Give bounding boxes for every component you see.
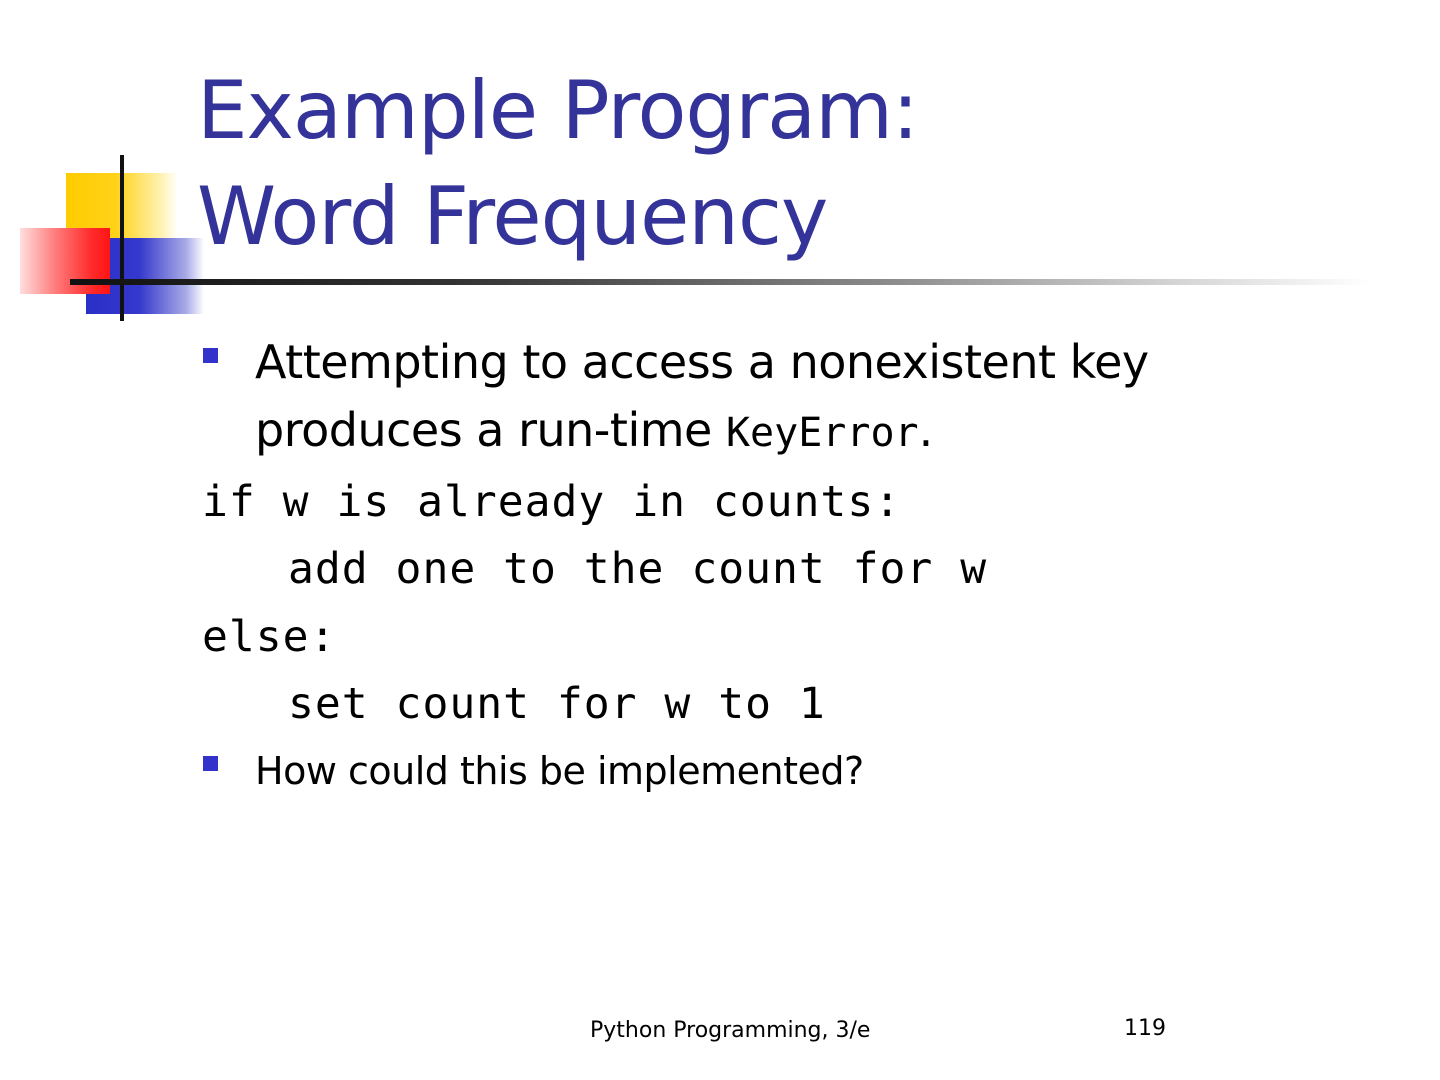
code-line-4: set count for w to 1 (288, 679, 826, 729)
title-underline (70, 279, 1370, 285)
inline-code: KeyError (725, 410, 919, 456)
bullet-text (255, 328, 1265, 467)
square-bullet-icon (203, 756, 218, 771)
footer-title: Python Programming, 3/e (590, 1018, 871, 1043)
bullet-item-keyerror (203, 335, 1265, 467)
code-line-2: add one to the count for w (288, 544, 988, 594)
code-line-1: if w is already in counts: (202, 477, 902, 527)
page-number: 119 (1124, 1016, 1166, 1041)
square-bullet-icon (203, 348, 218, 363)
slide-title-line-1: Example Program: (197, 64, 918, 157)
bullet-item-question (203, 748, 864, 794)
slide-title-line-2: Word Frequency (197, 170, 828, 263)
bullet-text-after: . (918, 403, 933, 457)
code-line-3: else: (202, 612, 337, 662)
bullet-text: How could this be implemented? (255, 749, 864, 793)
logo-vertical-line (120, 155, 124, 321)
bullet-text-before: Attempting to access a nonexistent key produces a run-time (255, 335, 1149, 457)
slide-title (197, 58, 918, 270)
